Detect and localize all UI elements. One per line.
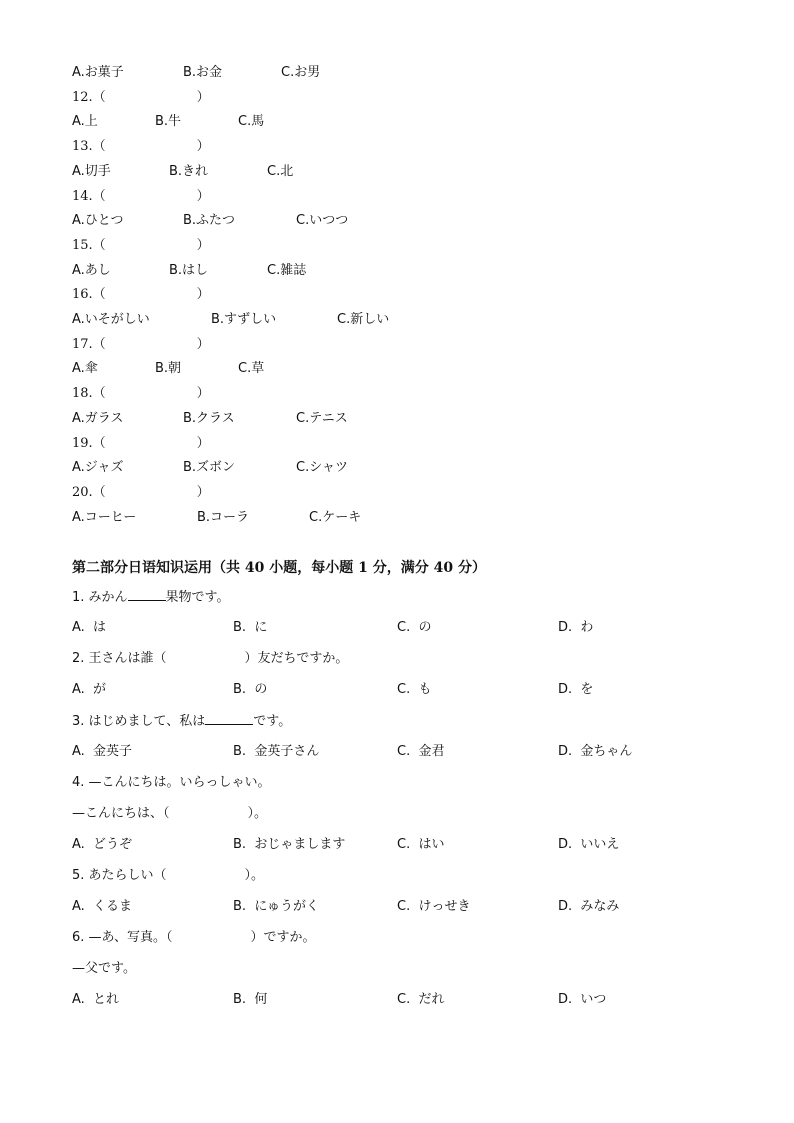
- answer-option: C.雑誌: [267, 262, 307, 278]
- answer-option: C. けっせき: [397, 899, 471, 914]
- question-stem: [72, 867, 264, 885]
- answer-option: B. に: [233, 620, 268, 635]
- answer-option: A. どうぞ: [72, 837, 133, 852]
- answer-option: C. も: [397, 682, 432, 697]
- answer-option: A.お菓子: [72, 65, 124, 80]
- answer-option: A.ひとつ: [72, 213, 124, 229]
- question-text: 3. はじめまして、私は: [72, 714, 206, 729]
- answer-option: B. おじゃまします: [233, 837, 346, 852]
- question-number: 18.（ ）: [72, 386, 210, 402]
- answer-option: A. とれ: [72, 992, 120, 1007]
- answer-option: D. 金ちゃん: [558, 744, 633, 759]
- answer-option: A.上: [72, 114, 98, 130]
- answer-option: C.いつつ: [296, 213, 349, 229]
- answer-option: B.すずしい: [211, 312, 277, 327]
- dialogue-line: —こんにちは、（ ）。: [72, 806, 268, 821]
- answer-option: D. いつ: [558, 992, 607, 1007]
- question-text: 1. みかん: [72, 590, 128, 605]
- answer-option: B. 金英子さん: [233, 744, 320, 759]
- answer-option: B. 何: [233, 992, 268, 1007]
- answer-option: C.草: [238, 361, 265, 377]
- answer-option: D. いいえ: [558, 837, 620, 852]
- question-number: 19.（ ）: [72, 435, 210, 451]
- answer-option: C.新しい: [337, 312, 390, 327]
- answer-option: C.お男: [281, 65, 321, 80]
- answer-option: C.ケーキ: [309, 509, 362, 525]
- question-text: 4. —こんにちは。いらっしゃい。: [72, 775, 271, 790]
- answer-option: B.ふたつ: [183, 213, 236, 229]
- question-number: 15.（ ）: [72, 237, 210, 253]
- answer-option: C.馬: [238, 114, 265, 130]
- question-number: 17.（ ）: [72, 336, 210, 352]
- question-stem: [72, 588, 230, 607]
- answer-option: C. 金君: [397, 744, 445, 759]
- answer-option: B.お金: [183, 65, 223, 80]
- answer-option: C. はい: [397, 837, 445, 852]
- answer-option: A.あし: [72, 262, 111, 278]
- answer-option: A. 金英子: [72, 744, 133, 759]
- answer-option: B. の: [233, 682, 268, 697]
- question-text: 5. あたらしい（ ）。: [72, 868, 265, 883]
- answer-option: D. みなみ: [558, 899, 620, 914]
- answer-option: A. くるま: [72, 899, 133, 914]
- answer-option: B.ズボン: [183, 460, 236, 476]
- answer-option: C.シャツ: [296, 460, 348, 476]
- question-stem: [72, 774, 271, 792]
- answer-option: C.テニス: [296, 410, 348, 426]
- answer-option: A.ジャズ: [72, 460, 124, 476]
- question-text-tail: です。: [253, 714, 292, 729]
- answer-option: A. が: [72, 682, 107, 697]
- answer-option: B.きれ: [169, 163, 209, 179]
- question-text: 2. 王さんは誰（ ）友だちですか。: [72, 651, 349, 666]
- answer-option: B. にゅうがく: [233, 899, 320, 914]
- question-number: 16.（ ）: [72, 287, 210, 303]
- answer-option: A.いそがしい: [72, 312, 150, 327]
- question-number: 14.（ ）: [72, 188, 210, 204]
- question-number: 13.（ ）: [72, 139, 210, 155]
- answer-blank: [128, 588, 166, 601]
- answer-blank: [205, 712, 253, 725]
- question-number: 20.（ ）: [72, 484, 210, 500]
- answer-option: D. を: [558, 682, 594, 697]
- question-stem: [72, 929, 316, 947]
- answer-option: A.傘: [72, 361, 98, 377]
- question-text: 6. —あ、写真。（ ）ですか。: [72, 930, 316, 945]
- question-number: 12.（ ）: [72, 89, 210, 105]
- answer-option: B.朝: [155, 361, 182, 377]
- question-text-tail: 果物です。: [165, 590, 230, 605]
- answer-option: C.北: [267, 163, 294, 179]
- dialogue-line: —父です。: [72, 961, 136, 976]
- answer-option: B.はし: [169, 262, 209, 278]
- question-stem: [72, 650, 348, 668]
- answer-option: D. わ: [558, 620, 594, 635]
- section-heading: 第二部分日语知识运用（共 40 小题，每小题 1 分，满分 40 分）: [72, 560, 486, 576]
- answer-option: A. は: [72, 620, 107, 635]
- answer-option: A.ガラス: [72, 410, 124, 426]
- question-stem: [72, 712, 291, 731]
- answer-option: B.クラス: [183, 410, 235, 426]
- answer-option: B.牛: [155, 114, 182, 130]
- answer-option: A.コーヒー: [72, 509, 137, 525]
- answer-option: C. の: [397, 620, 432, 635]
- answer-option: B.コーラ: [197, 509, 250, 525]
- answer-option: A.切手: [72, 163, 111, 179]
- answer-option: C. だれ: [397, 992, 445, 1007]
